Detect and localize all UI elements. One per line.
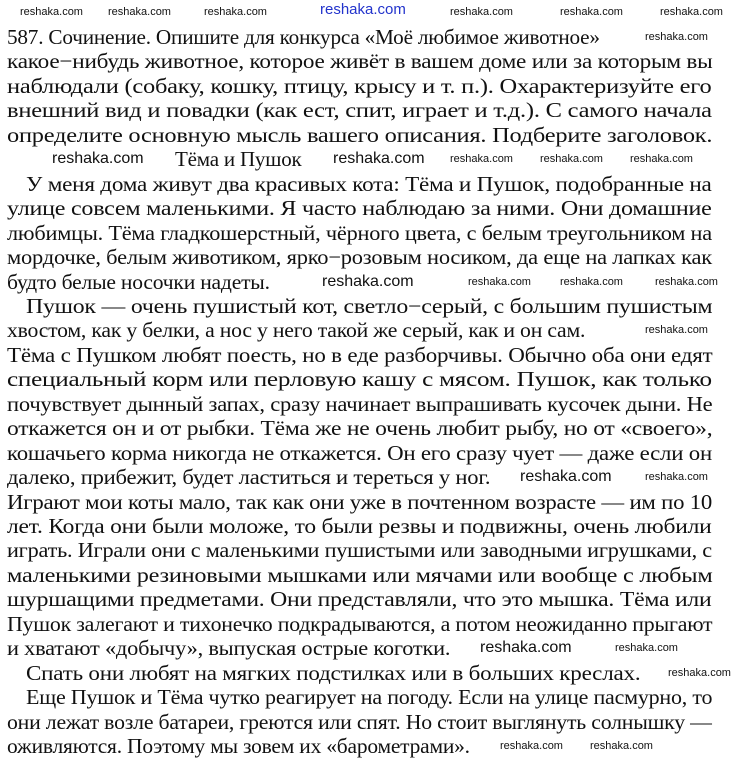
essay-line: специальный корм или перловую кашу с мясом. Пушок, как только [7,367,712,391]
essay-line: маленькими резиновыми мышками или мячами или вообще с любым [7,563,713,587]
essay-line: и хватают «добычу», выпуская острые коготки. [7,636,451,660]
watermark: reshaka.com [630,153,693,165]
essay-line: Пушок — очень пушистый кот, светло−серый, с большим пушистым [26,294,713,318]
watermark: reshaka.com [655,276,718,288]
exercise-line: определите основную мысль вашего описания. Подберите заголовок. [7,123,713,147]
watermark: reshaka.com [468,276,531,288]
essay-line: мордочке, белым животиком, ярко−розовым носиком, да еще на лапках как [7,245,712,269]
watermark: reshaka.com [560,6,623,18]
watermark: reshaka.com [480,639,572,656]
essay-line: Еще Пушок и Тёма чутко реагирует на погоду. Если на улице пасмурно, то [26,685,713,709]
watermark-top: reshaka.com [320,1,406,18]
essay-line: У меня дома живут два красивых кота: Тёма и Пушок, подобранные на [26,172,712,196]
watermark: reshaka.com [660,6,723,18]
watermark: reshaka.com [450,6,513,18]
watermark: reshaka.com [645,471,708,483]
exercise-line: наблюдали (собаку, кошку, птицу, крысу и т. п.). Охарактеризуйте его [7,74,712,98]
essay-line: они лежат возле батареи, греются или спят. Но стоит выглянуть солнышку — [7,710,712,734]
essay-line: почувствует дынный запах, сразу начинает выпрашивать кусочек дыни. Не [7,392,713,416]
watermark: reshaka.com [615,642,678,654]
watermark: reshaka.com [108,6,171,18]
essay-line: лет. Когда они были моложе, то были резвы и подвижны, очень любили [7,514,712,538]
exercise-line: 587. Сочинение. Опишите для конкурса «Моё любимое животное» [7,25,600,49]
exercise-line: какое−нибудь животное, которое живёт в вашем доме или за которым вы [7,49,713,73]
essay-line: далеко, прибежит, будет ластиться и тереться у ног. [7,465,491,489]
watermark: reshaka.com [204,6,267,18]
essay-line: хвостом, как у белки, а нос у него такой же серый, как и он сам. [7,318,586,342]
essay-line: любимцы. Тёма гладкошерстный, чёрного цвета, с белым треугольником на [7,221,712,245]
watermark: reshaka.com [645,31,708,43]
essay-line: кошачьего корма никогда не откажется. Он его сразу чует — даже если он [7,441,712,465]
essay-line: откажется он и от рыбки. Тёма же не очень любит рыбу, но от «своего», [7,416,713,440]
watermark: reshaka.com [540,153,603,165]
watermark: reshaka.com [500,740,563,752]
watermark: reshaka.com [668,667,731,679]
watermark: reshaka.com [20,6,83,18]
essay-line: Пушок залегают и тихонечко подкрадываются, а потом неожиданно прыгают [7,612,713,636]
watermark: reshaka.com [645,324,708,336]
essay-line: Спать они любят на мягких подстилках или в больших креслах. [26,661,641,685]
watermark: reshaka.com [560,276,623,288]
essay-line: играть. Играли они с маленькими пушистыми или заводными игрушками, с [7,538,712,562]
watermark: reshaka.com [322,273,414,290]
watermark: reshaka.com [520,468,612,485]
essay-line: будто белые носочки надеты. [7,270,270,294]
exercise-line: внешний вид и повадки (как ест, спит, играет и т.д.). С самого начала [7,98,712,122]
essay-line: оживляются. Поэтому мы зовем их «барометрами». [7,734,470,758]
essay-line: Играют мои коты мало, так как они уже в почтенном возрасте — им по 10 [7,490,713,514]
essay-line: шуршащими предметами. Они представляли, что это мышка. Тёма или [7,587,712,611]
watermark: reshaka.com [333,150,425,167]
watermark: reshaka.com [52,150,144,167]
essay-line: Тёма с Пушком любят поесть, но в еде разборчивы. Обычно оба они едят [7,343,713,367]
watermark: reshaka.com [450,153,513,165]
watermark: reshaka.com [590,740,653,752]
essay-title: Тёма и Пушок [175,147,302,171]
essay-line: улице совсем маленькими. Я часто наблюдаю за ними. Они домашние [7,196,712,220]
